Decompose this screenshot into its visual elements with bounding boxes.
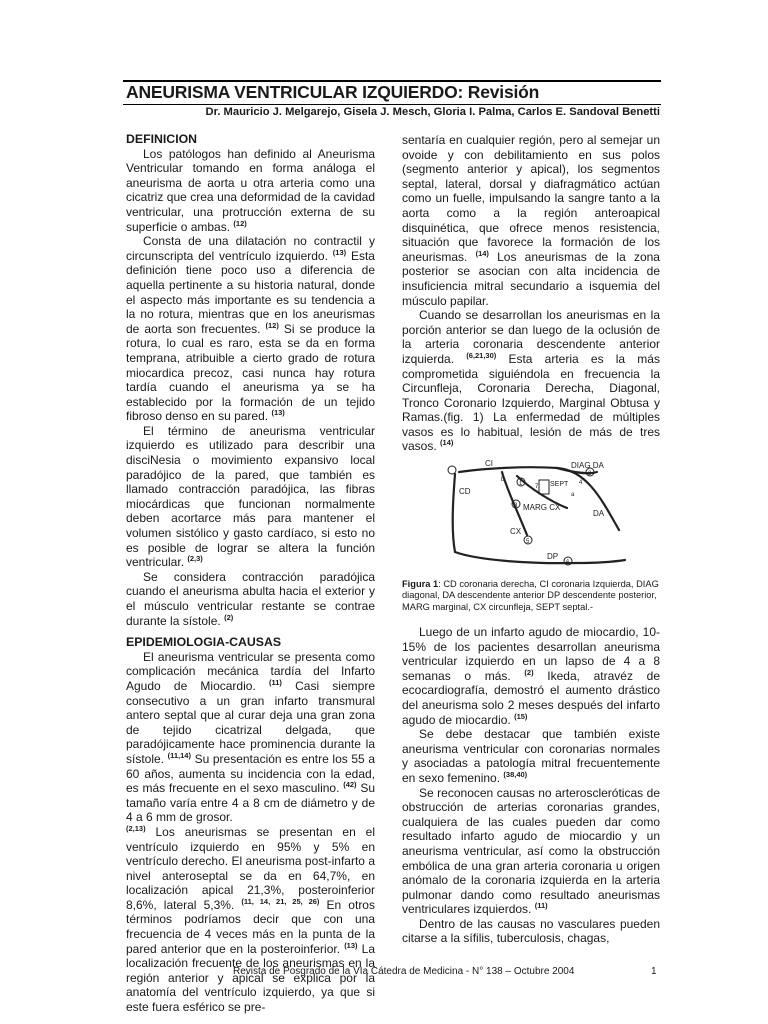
- article-title: ANEURISMA VENTRICULAR IZQUIERDO: Revisión: [126, 82, 540, 102]
- label-marg: MARG CX: [523, 503, 561, 512]
- label-2: 2: [588, 471, 592, 477]
- paragraph: Dentro de las causas no vasculares pueden citarse a la sífilis, tuberculosis, chagas,: [402, 916, 660, 946]
- section-heading-epidemiologia: EPIDEMIOLOGIA-CAUSAS: [126, 635, 282, 650]
- citation: (13): [271, 408, 285, 418]
- label-6: 6: [566, 560, 570, 566]
- label-ci: CI: [485, 460, 493, 468]
- paragraph: Se reconocen causas no arteroscleróticas de obstrucción de arterias coronarias grandes, cualquiera de las cuales pueden dar como resultado infarto agudo de miocardio y un aneurisma ventricular, así como la obstrucción embólica de una gran arteria coronaria u origen anómalo de la coronaria izquierda en la arteria pulmonar dando como resultado aneurismas ventriculares izquierdos. $^{(11)}$: [402, 785, 660, 917]
- label-cx: CX: [510, 527, 522, 536]
- title-rule: [123, 104, 661, 105]
- citation: (2,3): [187, 554, 203, 564]
- sept-box: [539, 480, 549, 494]
- label-1: 1: [519, 481, 523, 487]
- label-cd: CD: [459, 487, 471, 496]
- figure-caption: Figura 1: CD coronaria derecha, CI coronaria Izquierda, DIAG diagonal, DA descendente anterior DP descendente posterior, MARG marginal, CX circunfleja, SEPT septal.-: [402, 579, 659, 612]
- citation: (11, 14, 21, 25, 26): [241, 896, 320, 906]
- ci-vessel: [459, 467, 557, 472]
- origin-circle: [448, 466, 456, 474]
- citation: (14): [475, 248, 489, 258]
- label-diag: DIAG DA: [571, 461, 604, 470]
- journal-info: Revista de Posgrado de la VIa Cátedra de Medicina - N° 138 – Octubre 2004: [233, 966, 575, 977]
- paragraph: Luego de un infarto agudo de miocardio, 10-15% de los pacientes desarrollan aneurisma ventricular izquierdo en un lapso de 4 a 8 semanas o más. $^{(2)}$ Ikeda, atravéz de ecocardiografía, demostró el aumento drástico del aneurisma solo 2 meses después del infarto agudo de miocardio. $^{(15)}$: [402, 625, 661, 727]
- citation: (11,14): [167, 750, 191, 760]
- right-column-top: [402, 133, 660, 454]
- label-3: 3: [514, 503, 518, 509]
- label-sept: SEPT: [550, 481, 569, 488]
- label-a: a: [571, 492, 575, 498]
- paragraph: Consta de una dilatación no contractil y circunscripta del ventrículo izquierdo. $^{(13)}$ Esta definición tiene poco uso a diferencia de aquella pertinente a su historia natural, donde el aspecto más importante es su tendencia a la no rotura, mientras que en los aneurismas de aorta son frecuentes. $^{(12)}$ Si se produce la rotura, lo cual es raro, esta se da en forma temprana, atribuible a cierto grado de rotura miocardica precoz, casi nunca hay rotura tardía cuando el aneurisma ya se ha establecido por la formación de un tejido fibroso denso en su pared. $^{(13)}$: [126, 234, 375, 424]
- label-dp: DP: [547, 552, 559, 561]
- citation: (12): [233, 218, 247, 228]
- da-vessel: [557, 468, 619, 530]
- paragraph: $^{(2,13)}$ Los aneurismas se presentan en el ventrículo izquierdo en 95% y 5% en ventrículo derecho. El aneurisma post-infarto a nivel anteroseptal se da en 64,7%, en localización apical 21,3%, posteroinferior 8,6%, lateral 5,3%. $^{(11, 14, 21, 25, 26)}$ En otros términos podríamos decir que con una frecuencia de 4 veces más en la punta de la pared anterior que en la posteroinferior. $^{(13)}$ La localización frecuente de los aneurismas en la región anterior y apical se explica por la anatomía del ventrículo izquierdo, ya que si este fuera esférico se pre-: [126, 823, 375, 1015]
- citation: (14): [440, 438, 454, 448]
- citation: (2): [524, 667, 534, 677]
- citation: (38,40): [503, 769, 528, 779]
- section-heading-definicion: DEFINICION: [126, 132, 198, 146]
- citation: (6,21,30): [466, 350, 497, 360]
- coronary-diagram-figure: [447, 460, 629, 572]
- paragraph: Se debe destacar que también existe aneurisma ventricular con coronarias normales y asociadas a patología mitral frecuentemente en sexo femenino. $^{(38,40)}$: [402, 727, 660, 785]
- label-4: 4: [579, 480, 583, 486]
- paragraph: Los patólogos han definido al Aneurisma Ventricular tomando en forma análoga el aneurisma de aorta u otra arteria como una cicatriz que crea una deformidad de la cavidad ventricular, una protrucción externa de su superficie o ambas. $^{(12)}$: [126, 146, 375, 234]
- label-7: 7: [535, 484, 539, 490]
- left-column: [126, 132, 375, 1015]
- paragraph: El aneurisma ventricular se presenta como complicación mecánica tardía del Infarto Agudo de Miocardio. $^{(11)}$ Casi siempre consecutivo a un gran infarto transmural antero septal que al curar deja una gran zona de tejido cicatrizal delgada, que paradójicamente hace prominencia durante la sístole. $^{(11,14)}$ Su presentación es entre los 55 a 60 años, aumenta su incidencia con la edad, es más frecuente en el sexo masculino. $^{(42)}$ Su tamaño varía entre 4 a 8 cm de diámetro y de 4 a 6 mm de grosor.: [126, 649, 375, 825]
- citation: (12): [265, 320, 279, 330]
- right-column-bottom: [402, 625, 660, 946]
- citation: (15): [514, 711, 528, 721]
- label-5: 5: [526, 539, 530, 545]
- page-number: 1: [651, 966, 657, 977]
- citation: (2): [224, 612, 234, 622]
- article-authors: Dr. Mauricio J. Melgarejo, Gisela J. Mesch, Gloria I. Palma, Carlos E. Sandoval Benetti: [205, 106, 660, 118]
- paragraph: sentaría en cualquier región, pero al semejar un ovoide y con debilitamiento en sus polos (segmento anterior y apical), los segmentos septal, lateral, dorsal y diafragmático actúan como un fuelle, impulsando la sangre tanto a la aorta como a la región anteroapical disquinética, que ofrece menos resistencia, situación que favorece la formación de los aneurismas. $^{(14)}$ Los aneurismas de la zona posterior se asocian con alta incidencia de insuficiencia mitral secundario a isquemia del músculo papilar.: [402, 133, 660, 308]
- label-da: DA: [593, 509, 605, 518]
- paragraph: Se considera contracción paradójica cuando el aneurisma abulta hacia el exterior y el músculo ventricular restante se contrae durante la sístole. $^{(2)}$: [126, 569, 375, 628]
- paragraph: El término de aneurisma ventricular izquierdo es utilizado para describir una disciNesia o movimiento expansivo local paradójico de la pared, que también es llamado contracción paradójica, las fibras miocárdicas que funcionan normalmente deben acortarce más para mantener el volumen sistólico y gasto cardíaco, si esto no es posible de lograr se altera la función ventricular. $^{(2,3)}$: [126, 423, 375, 570]
- citation: (2,13): [126, 823, 146, 833]
- citation: (13): [344, 940, 358, 950]
- citation: (42): [343, 780, 357, 790]
- citation: (13): [332, 247, 347, 257]
- citation: (11): [268, 677, 282, 687]
- paragraph: Cuando se desarrollan los aneurismas en la porción anterior se dan luego de la oclusión de la arteria coronaria descendente anterior izquierda. $^{(6,21,30)}$ Esta arteria es la más comprometida siguiéndola en frecuencia la Circunfleja, Coronaria Derecha, Diagonal, Tronco Coronario Izquierdo, Marginal Obtusa y Ramas.(fig. 1) La enfermedad de múltiples vasos es lo habitual, lesión de más de tres vasos. $^{(14)}$: [402, 308, 660, 454]
- label-b: b: [501, 477, 505, 483]
- citation: (11): [534, 901, 548, 911]
